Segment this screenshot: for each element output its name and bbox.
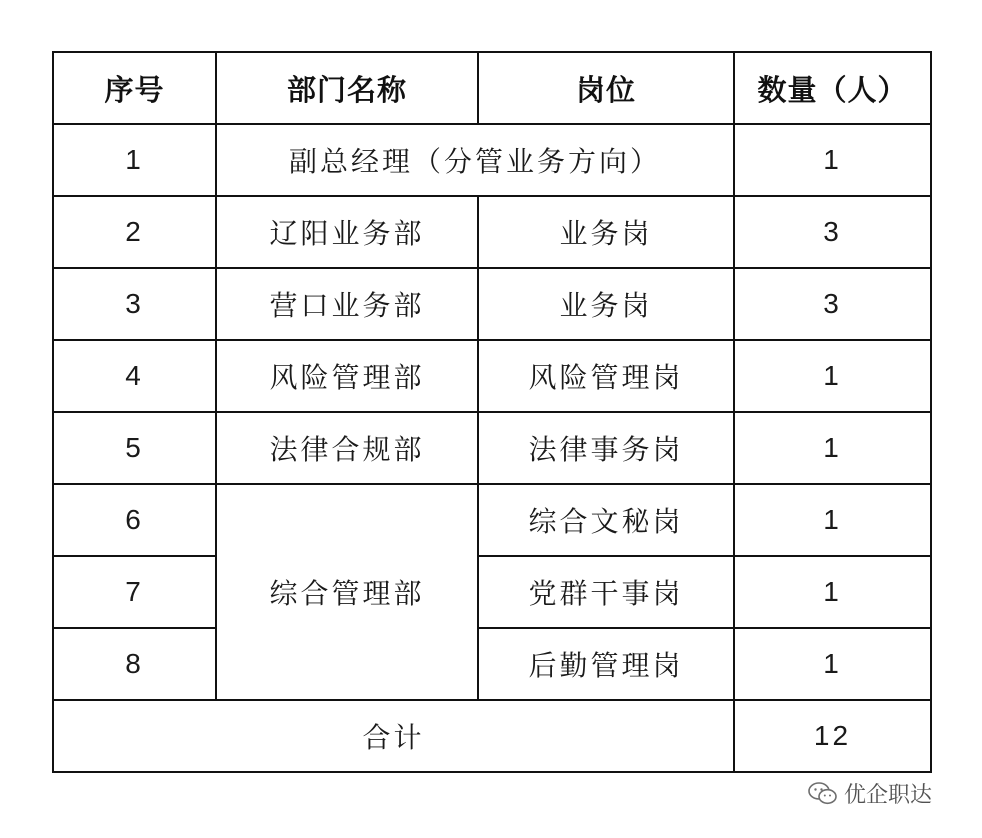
header-dept: 部门名称 <box>216 52 478 124</box>
row-position: 业务岗 <box>478 196 734 268</box>
total-row <box>53 700 931 772</box>
row-no: 4 <box>53 340 216 412</box>
row-dept: 辽阳业务部 <box>216 196 478 268</box>
table-row <box>53 196 931 268</box>
row-dept: 营口业务部 <box>216 268 478 340</box>
watermark <box>808 778 932 809</box>
row-count: 1 <box>734 412 931 484</box>
row-no: 5 <box>53 412 216 484</box>
row-no: 6 <box>53 484 216 556</box>
row-count: 1 <box>734 484 931 556</box>
row-no: 2 <box>53 196 216 268</box>
row-position: 法律事务岗 <box>478 412 734 484</box>
row-position: 综合文秘岗 <box>478 484 734 556</box>
row-position: 党群干事岗 <box>478 556 734 628</box>
row-position: 风险管理岗 <box>478 340 734 412</box>
header-no: 序号 <box>53 52 216 124</box>
table-row <box>53 484 931 556</box>
row-no: 3 <box>53 268 216 340</box>
wechat-icon <box>808 781 838 807</box>
row-dept-position: 副总经理（分管业务方向） <box>216 124 734 196</box>
row-count: 3 <box>734 196 931 268</box>
row-no: 7 <box>53 556 216 628</box>
table-row <box>53 340 931 412</box>
table-row <box>53 628 931 700</box>
watermark-text: 优企职达 <box>844 783 933 808</box>
row-count: 1 <box>734 124 931 196</box>
recruitment-table <box>52 51 932 773</box>
row-no: 8 <box>53 628 216 700</box>
table-row <box>53 268 931 340</box>
row-count: 3 <box>734 268 931 340</box>
row-position: 后勤管理岗 <box>478 628 734 700</box>
row-count: 1 <box>734 556 931 628</box>
table-row <box>53 412 931 484</box>
header-count: 数量（人） <box>734 52 931 124</box>
total-label: 合计 <box>53 700 734 772</box>
row-dept: 风险管理部 <box>216 340 478 412</box>
row-position: 业务岗 <box>478 268 734 340</box>
row-dept: 法律合规部 <box>216 412 478 484</box>
row-count: 1 <box>734 340 931 412</box>
header-position: 岗位 <box>478 52 734 124</box>
row-dept-merged: 综合管理部 <box>216 484 478 700</box>
row-count: 1 <box>734 628 931 700</box>
header-row <box>53 52 931 124</box>
row-no: 1 <box>53 124 216 196</box>
table-row <box>53 124 931 196</box>
total-count: 12 <box>734 700 931 772</box>
table-row <box>53 556 931 628</box>
